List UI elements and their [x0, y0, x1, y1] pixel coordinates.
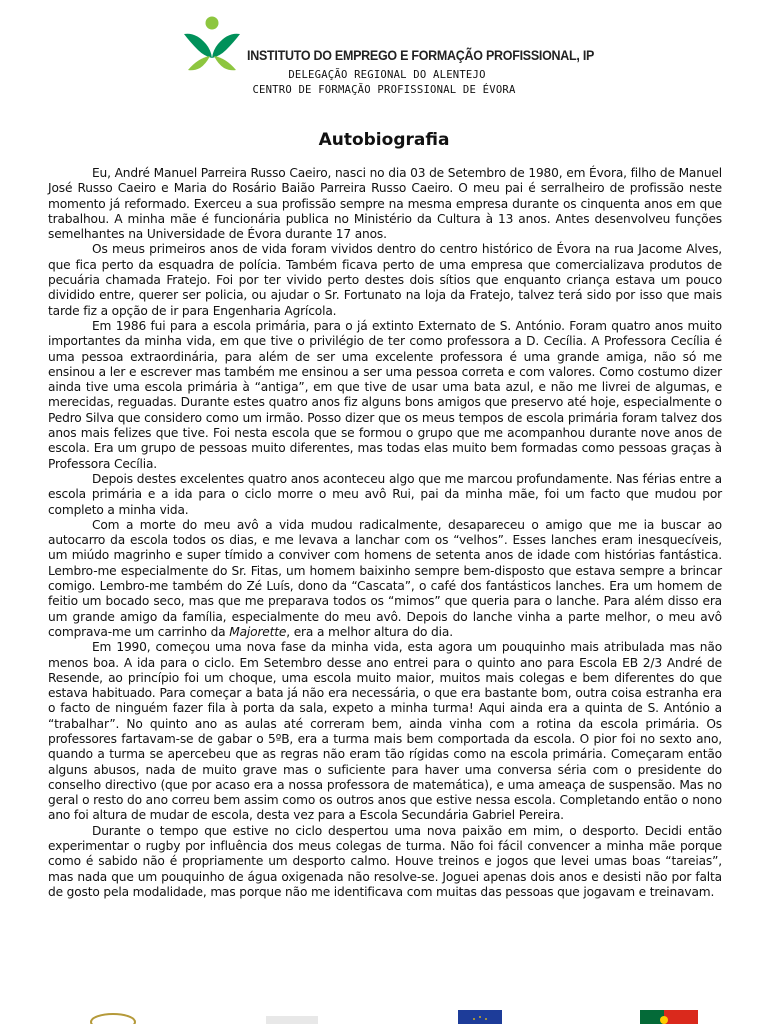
paragraph: Depois destes excelentes quatro anos aconteceu algo que me marcou profundamente. Nas férias entre a escola primária e a ida para o ciclo morre o meu avô Rui, pai da minha mãe, foi um facto que mudou por completo a minha vida.	[48, 471, 722, 517]
portugal-flag-icon	[640, 1010, 698, 1024]
document-body	[48, 166, 722, 900]
brand-name: Majorette	[229, 624, 287, 639]
partner-logo-icon	[78, 1010, 148, 1024]
institute-name: INSTITUTO DO EMPREGO E FORMAÇÃO PROFISSIONAL, IP	[247, 48, 595, 64]
document-title: Autobiografia	[318, 130, 450, 150]
delegation-name: DELEGAÇÃO REGIONAL DO ALENTEJO	[288, 69, 486, 81]
partner-logo-icon	[262, 1010, 322, 1024]
document-footer	[0, 1010, 768, 1024]
paragraph: Os meus primeiros anos de vida foram vividos dentro do centro histórico de Évora na rua Jacome Alves, que fica perto da esquadra de polícia. Também ficava perto de uma empresa que comercializava produtos de pecuária chamada Fratejo. Foi por ter vivido perto destes dois sítios que enquanto criança estava um pouco dividido entre, querer ser policia, ou ajudar o Sr. Fortunato na loja da Fratejo, talvez terá sido por isso que mais tarde fiz a opção de ir para Engenharia Agrícola.	[48, 242, 722, 318]
iefp-logo-icon	[180, 14, 244, 72]
paragraph: Eu, André Manuel Parreira Russo Caeiro, nasci no dia 03 de Setembro de 1980, em Évora, filho de Manuel José Russo Caeiro e Maria do Rosário Baião Parreira Russo Caeiro. O meu pai é serralheiro de profissão neste momento já reformado. Exerceu a sua profissão sempre na mesma empresa durante os cinquenta anos em que trabalhou. A minha mãe é funcionária publica no Ministério da Cultura à 13 anos. Antes desenvolveu funções semelhantes na Universidade de Évora durante 17 anos.	[48, 166, 722, 242]
paragraph: Em 1990, começou uma nova fase da minha vida, esta agora um pouquinho mais atribulada mas não menos boa. A ida para o ciclo. Em Setembro desse ano entrei para o quinto ano para Escola EB 2/3 André de Resende, ao princípio foi um choque, uma escola muito maior, muitos mais colegas e bem diferentes do que estava habituado. Para começar a bata já não era necessária, o que era bastante bom, outra coisa estranha era o facto de ninguém fazer fila à porta da sala, expeto a minha turma! Aqui ainda era a quinta de S. António a “trabalhar”. No quinto ano as aulas até correram bem, ainda vinha com a rotina da escola primária. Os professores fartavam-se de gabar o 5ºB, era a turma mais bem comportada da escola. O pior foi no sexto ano, quando a turma se apercebeu que as regras não eram tão rígidas como na escola primária. Começaram então alguns abusos, nada de muito grave mas o suficiente para haver uma conversa séria com o presidente do conselho directivo (que por acaso era a nossa professora de matemática), e uma ameaça de suspensão. Mas no geral o resto do ano correu bem assim como os outros anos que estive nessa escola. Completando então o nono ano foi altura de mudar de escola, desta vez para a Escola Secundária Gabriel Pereira.	[48, 640, 722, 823]
paragraph: Com a morte do meu avô a vida mudou radicalmente, desapareceu o amigo que me ia buscar ao autocarro da escola todos os dias, e me levava a lanchar com os “velhos”. Esses lanches eram inesquecíveis, um miúdo magrinho e super tímido a conviver com homens de setenta anos de idade com histórias fantástica. Lembro-me especialmente do Sr. Fitas, um homem baixinho sempre bem-disposto que estava sempre a brincar comigo. Lembro-me também do Zé Luís, dono da “Cascata”, o café dos fantásticos lanches. Era um homem de feitio um bocado seco, mas que me preparava todos os “mimos” que queria para o lanche. Para além disso era um grande amigo da família, especialmente do meu avô. Depois do lanche vinha a parte melhor, o meu avô comprava-me um carrinho da Majorette, era a melhor altura do dia.	[48, 517, 722, 639]
paragraph: Em 1986 fui para a escola primária, para o já extinto Externato de S. António. Foram quatro anos muito importantes da minha vida, em que tive o privilégio de ter como professora a D. Cecília. A Professora Cecília é uma pessoa extraordinária, para além de ser uma excelente professora é uma grande amiga, não só me ensinou a ler e escrever mas também me ensinou a ser uma pessoa correta e com valores. Como costumo dizer ainda tive uma escola primária à “antiga”, em que tive de usar uma bata azul, e não me livrei de algumas, e merecidas, reguadas. Durante estes quatro anos fiz alguns bons amigos que preservo até hoje, especialmente o Pedro Silva que considero como um irmão. Posso dizer que os meus tempos de escola primária foram talvez dos anos mais felizes que tive. Foi nesta escola que se formou o grupo que me acompanhou durante nove anos de escola. Era um grupo de pessoas muito diferentes, mas todas elas muito bem formadas como pessoas graças à Professora Cecília.	[48, 318, 722, 471]
paragraph: Durante o tempo que estive no ciclo despertou uma nova paixão em mim, o desporto. Decidi então experimentar o rugby por influência dos meus colegas de turma. Não foi fácil convencer a minha mãe porque como é sabido não é propriamente um desporto calmo. Houve treinos e jogos que levei umas boas “tareias”, mas nada que um pouquinho de água oxigenada não resolve-se. Joguei apenas dois anos e desisti não por falta de gosto pela modalidade, mas porque não me identificava com muitas das pessoas que jogavam e treinavam.	[48, 823, 722, 899]
center-name: CENTRO DE FORMAÇÃO PROFISSIONAL DE ÉVORA	[252, 84, 516, 96]
document-header	[0, 0, 768, 100]
eu-flag-icon	[458, 1010, 502, 1024]
